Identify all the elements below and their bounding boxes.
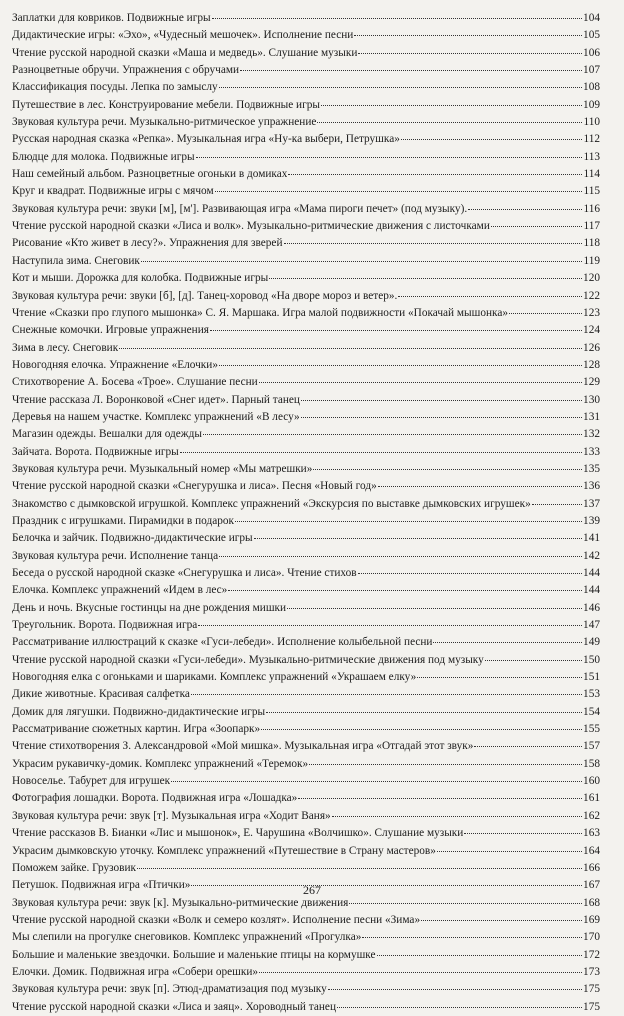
- toc-entry-page: 160: [583, 775, 600, 788]
- toc-entry-title: Звуковая культура речи: звук [к]. Музыкально-ритмические движения: [12, 896, 349, 909]
- toc-entry-title: Рассматривание сюжетных картин. Игра «Зоопарк»: [12, 723, 261, 736]
- toc-entry-title: Знакомство с дымковской игрушкой. Комплекс упражнений «Экскурсия по выставке дымковских игрушек»: [12, 497, 531, 510]
- dot-leader: [468, 208, 582, 210]
- dot-leader: [398, 295, 582, 297]
- dot-leader: [119, 347, 582, 349]
- toc-entry-page: 155: [583, 723, 600, 736]
- toc-entry-title: Рисование «Кто живет в лесу?». Упражнения для зверей: [12, 237, 283, 250]
- dot-leader: [219, 86, 582, 88]
- table-of-contents: [12, 10, 600, 1016]
- toc-entry: [12, 669, 600, 686]
- dot-leader: [235, 520, 582, 522]
- toc-entry-page: 153: [583, 688, 600, 701]
- toc-entry: [12, 340, 600, 357]
- dot-leader: [284, 242, 583, 244]
- toc-entry: [12, 114, 600, 131]
- toc-entry-page: 136: [583, 480, 600, 493]
- toc-entry-page: 124: [583, 324, 600, 337]
- toc-entry: [12, 999, 600, 1016]
- toc-entry: [12, 964, 600, 981]
- dot-leader: [219, 555, 582, 557]
- dot-leader: [266, 711, 582, 713]
- toc-entry: [12, 131, 600, 148]
- toc-entry-page: 114: [583, 168, 600, 181]
- toc-entry-title: Рассматривание иллюстраций к сказке «Гуси-лебеди». Исполнение колыбельной песни: [12, 636, 433, 649]
- toc-entry-title: День и ночь. Вкусные гостинцы на дне рождения мишки: [12, 601, 287, 614]
- toc-entry: [12, 843, 600, 860]
- toc-entry-page: 137: [583, 497, 600, 510]
- toc-entry: [12, 253, 600, 270]
- toc-entry: [12, 513, 600, 530]
- toc-entry-page: 118: [583, 237, 600, 250]
- toc-entry-title: Стихотворение А. Босева «Трое». Слушание песни: [12, 376, 258, 389]
- toc-entry: [12, 79, 600, 96]
- toc-entry-page: 109: [583, 98, 600, 111]
- toc-entry-page: 157: [583, 740, 600, 753]
- dot-leader: [377, 954, 583, 956]
- dot-leader: [328, 988, 582, 990]
- toc-entry: [12, 149, 600, 166]
- dot-leader: [259, 381, 582, 383]
- dot-leader: [180, 451, 582, 453]
- toc-entry: [12, 10, 600, 27]
- toc-entry-title: Чтение русской народной сказки «Лиса и заяц». Хороводный танец: [12, 1000, 336, 1013]
- toc-entry: [12, 218, 600, 235]
- toc-entry-page: 106: [583, 46, 600, 59]
- toc-entry-page: 133: [583, 445, 600, 458]
- toc-entry: [12, 548, 600, 565]
- toc-entry: [12, 686, 600, 703]
- toc-entry-title: Чтение русской народной сказки «Лиса и волк». Музыкально-ритмические движения с листочками: [12, 220, 490, 233]
- toc-entry-page: 146: [583, 601, 600, 614]
- toc-entry: [12, 617, 600, 634]
- dot-leader: [261, 728, 582, 730]
- toc-entry-title: Деревья на нашем участке. Комплекс упражнений «В лесу»: [12, 410, 300, 423]
- dot-leader: [321, 104, 582, 106]
- toc-entry-title: Беседа о русской народной сказке «Снегурушка и лиса». Чтение стихов: [12, 567, 357, 579]
- toc-entry-title: Дикие животные. Красивая салфетка: [12, 688, 190, 701]
- toc-entry-page: 142: [583, 549, 600, 562]
- toc-entry: [12, 201, 600, 218]
- dot-leader: [210, 329, 582, 331]
- dot-leader: [215, 190, 583, 192]
- dot-leader: [509, 312, 582, 314]
- dot-leader: [287, 607, 582, 609]
- toc-entry-title: Кот и мыши. Дорожка для колобка. Подвижные игры: [12, 272, 269, 285]
- toc-entry-page: 141: [583, 532, 600, 545]
- toc-entry-page: 164: [583, 844, 600, 857]
- toc-entry-title: Поможем зайке. Грузовик: [12, 861, 137, 874]
- dot-leader: [401, 138, 583, 140]
- toc-entry: [12, 392, 600, 409]
- toc-entry: [12, 981, 600, 998]
- toc-entry: [12, 790, 600, 807]
- toc-entry-title: Звуковая культура речи. Исполнение танца: [12, 549, 219, 562]
- toc-entry-title: Фотография лошадки. Ворота. Подвижная игра «Лошадка»: [12, 792, 298, 805]
- toc-entry: [12, 461, 600, 478]
- toc-entry: [12, 704, 600, 721]
- toc-entry-page: 161: [583, 792, 600, 805]
- toc-entry-page: 112: [583, 133, 600, 146]
- dot-leader: [309, 763, 582, 765]
- dot-leader: [212, 17, 582, 19]
- toc-entry-title: Звуковая культура речи. Музыкальный номер «Мы матрешки»: [12, 462, 313, 475]
- dot-leader: [532, 503, 582, 505]
- toc-entry-title: Магазин одежды. Вешалки для одежды: [12, 428, 202, 441]
- dot-leader: [301, 399, 582, 401]
- toc-entry-page: 122: [583, 289, 600, 302]
- toc-entry-title: Чтение «Сказки про глупого мышонка» С. Я. Маршака. Игра малой подвижности «Покачай мышонка»: [12, 306, 509, 319]
- toc-entry: [12, 45, 600, 62]
- toc-entry: [12, 235, 600, 252]
- toc-entry-title: Чтение русской народной сказки «Волк и семеро козлят». Исполнение песни «Зима»: [12, 913, 421, 926]
- toc-entry-title: Чтение рассказов В. Бианки «Лис и мышонок», Е. Чарушина «Волчишко». Слушание музыки: [12, 827, 464, 840]
- toc-entry: [12, 374, 600, 391]
- toc-entry-title: Классификация посуды. Лепка по замыслу: [12, 81, 218, 94]
- toc-entry-title: Домик для лягушки. Подвижно-дидактические игры: [12, 705, 266, 718]
- dot-leader: [298, 797, 582, 799]
- toc-entry-page: 169: [583, 913, 600, 926]
- toc-entry-title: Чтение стихотворения З. Александровой «Мой мишка». Музыкальная игра «Отгадай этот звук»: [12, 740, 474, 753]
- toc-entry-title: Наш семейный альбом. Разноцветные огоньки в домиках: [12, 168, 288, 181]
- toc-entry-title: Украсим рукавичку-домик. Комплекс упражнений «Теремок»: [12, 757, 309, 770]
- toc-entry-title: Елочки. Домик. Подвижная игра «Собери орешки»: [12, 965, 259, 978]
- toc-entry-title: Разноцветные обручи. Упражнения с обручами: [12, 64, 240, 77]
- toc-entry-title: Чтение русской народной сказки «Маша и медведь». Слушание музыки: [12, 46, 358, 59]
- toc-entry-title: Новогодняя елка с огоньками и шариками. Комплекс упражнений «Украшаем елку»: [12, 671, 417, 684]
- toc-entry-title: Круг и квадрат. Подвижные игры с мячом: [12, 185, 214, 198]
- toc-entry-page: 115: [583, 185, 600, 198]
- toc-entry-page: 123: [583, 306, 600, 319]
- toc-entry-title: Путешествие в лес. Конструирование мебели. Подвижные игры: [12, 98, 320, 111]
- dot-leader: [354, 34, 582, 36]
- toc-entry-page: 158: [583, 757, 600, 770]
- toc-entry-page: 110: [583, 116, 600, 129]
- dot-leader: [421, 919, 582, 921]
- toc-entry-title: Русская народная сказка «Репка». Музыкальная игра «Ну-ка выбери, Петрушка»: [12, 133, 400, 146]
- dot-leader: [137, 867, 582, 869]
- dot-leader: [269, 277, 582, 279]
- toc-entry-title: Петушок. Подвижная игра «Птички»: [12, 879, 191, 892]
- toc-entry-title: Новогодняя елочка. Упражнение «Елочки»: [12, 358, 218, 371]
- toc-entry-title: Елочка. Комплекс упражнений «Идем в лес»: [12, 584, 228, 597]
- dot-leader: [254, 537, 582, 539]
- toc-entry-page: 144: [583, 567, 600, 579]
- toc-entry: [12, 62, 600, 79]
- toc-entry-page: 116: [583, 202, 600, 215]
- toc-entry: [12, 825, 600, 842]
- toc-entry: [12, 652, 600, 669]
- toc-entry-title: Большие и маленькие звездочки. Большие и маленькие птицы на кормушке: [12, 948, 376, 961]
- toc-entry-page: 175: [583, 983, 600, 996]
- toc-entry-title: Белочка и зайчик. Подвижно-дидактические игры: [12, 532, 253, 545]
- toc-entry-title: Дидактические игры: «Эхо», «Чудесный мешочек». Исполнение песни: [12, 29, 354, 42]
- toc-entry: [12, 183, 600, 200]
- dot-leader: [196, 156, 583, 158]
- toc-entry-page: 120: [583, 272, 600, 285]
- toc-entry-title: Чтение русской народной сказки «Гуси-лебеди». Музыкально-ритмические движения под музыку: [12, 653, 484, 666]
- toc-entry-title: Звуковая культура речи: звуки [м], [м']. Развивающая игра «Мама пироги печет» (под музыку).: [12, 202, 468, 215]
- toc-entry-page: 131: [583, 410, 600, 423]
- toc-entry: [12, 773, 600, 790]
- dot-leader: [203, 433, 582, 435]
- toc-entry-title: Праздник с игрушками. Пирамидки в подарок: [12, 514, 235, 527]
- toc-entry-page: 130: [583, 393, 600, 406]
- dot-leader: [358, 52, 582, 54]
- toc-entry: [12, 357, 600, 374]
- toc-entry-title: Звуковая культура речи: звук [т]. Музыкальная игра «Ходит Ваня»: [12, 809, 331, 822]
- toc-entry-page: 132: [583, 428, 600, 441]
- toc-entry-page: 107: [583, 64, 600, 77]
- toc-entry-page: 126: [583, 341, 600, 354]
- dot-leader: [259, 971, 582, 973]
- dot-leader: [301, 416, 582, 418]
- toc-entry-page: 139: [583, 514, 600, 527]
- page-number: 267: [303, 883, 321, 897]
- toc-entry: [12, 322, 600, 339]
- toc-entry-page: 162: [583, 809, 600, 822]
- toc-entry: [12, 530, 600, 547]
- dot-leader: [313, 468, 582, 470]
- toc-entry: [12, 478, 600, 495]
- toc-entry-page: 151: [583, 671, 600, 684]
- dot-leader: [464, 832, 582, 834]
- toc-entry: [12, 600, 600, 617]
- toc-entry: [12, 756, 600, 773]
- dot-leader: [417, 676, 582, 678]
- toc-entry-page: 172: [583, 948, 600, 961]
- dot-leader: [288, 173, 582, 175]
- toc-entry-page: 170: [583, 931, 600, 944]
- toc-entry: [12, 27, 600, 44]
- dot-leader: [240, 69, 582, 71]
- toc-entry: [12, 97, 600, 114]
- toc-entry: [12, 409, 600, 426]
- toc-entry: [12, 288, 600, 305]
- toc-entry-page: 154: [583, 705, 600, 718]
- toc-entry-page: 150: [583, 653, 600, 666]
- dot-leader: [349, 902, 582, 904]
- toc-entry-page: 149: [583, 636, 600, 649]
- toc-entry-title: Звуковая культура речи: звуки [б], [д]. Танец-хоровод «На дворе мороз и ветер».: [12, 289, 398, 302]
- toc-entry-title: Мы слепили на прогулке снеговиков. Комплекс упражнений «Прогулка»: [12, 931, 362, 944]
- toc-entry: [12, 738, 600, 755]
- dot-leader: [198, 624, 582, 626]
- toc-entry: [12, 947, 600, 964]
- dot-leader: [228, 589, 582, 591]
- toc-entry-title: Чтение русской народной сказки «Снегурушка и лиса». Песня «Новый год»: [12, 480, 377, 493]
- toc-entry-page: 144: [583, 584, 600, 597]
- toc-entry-title: Звуковая культура речи: звук [п]. Этюд-драматизация под музыку: [12, 983, 327, 996]
- toc-entry: [12, 444, 600, 461]
- toc-entry: [12, 721, 600, 738]
- toc-entry-page: 129: [583, 376, 600, 389]
- toc-entry-page: 166: [583, 861, 600, 874]
- toc-entry: [12, 166, 600, 183]
- toc-entry: [12, 565, 600, 582]
- dot-leader: [485, 659, 582, 661]
- toc-entry: [12, 912, 600, 929]
- toc-entry: [12, 582, 600, 599]
- toc-entry-title: Заплатки для ковриков. Подвижные игры: [12, 12, 211, 24]
- toc-entry-page: 117: [583, 220, 600, 233]
- toc-entry-page: 167: [583, 879, 600, 892]
- toc-entry-title: Наступила зима. Снеговик: [12, 254, 140, 267]
- toc-entry: [12, 929, 600, 946]
- toc-entry: [12, 860, 600, 877]
- dot-leader: [474, 745, 582, 747]
- toc-entry-title: Блюдце для молока. Подвижные игры: [12, 150, 195, 163]
- dot-leader: [437, 850, 582, 852]
- dot-leader: [362, 936, 582, 938]
- toc-entry-page: 108: [583, 81, 600, 94]
- toc-entry-page: 173: [583, 965, 600, 978]
- dot-leader: [141, 260, 583, 262]
- toc-entry-title: Украсим дымковскую уточку. Комплекс упражнений «Путешествие в Страну мастеров»: [12, 844, 436, 857]
- toc-entry-page: 128: [583, 358, 600, 371]
- toc-entry-page: 163: [583, 827, 600, 840]
- toc-entry: [12, 270, 600, 287]
- toc-entry-page: 104: [583, 12, 600, 24]
- toc-entry-title: Треугольник. Ворота. Подвижная игра: [12, 619, 198, 632]
- toc-entry: [12, 426, 600, 443]
- toc-entry-title: Зайчата. Ворота. Подвижные игры: [12, 445, 179, 458]
- toc-entry: [12, 634, 600, 651]
- toc-entry-page: 105: [583, 29, 600, 42]
- toc-entry-title: Новоселье. Табурет для игрушек: [12, 775, 171, 788]
- dot-leader: [491, 225, 583, 227]
- dot-leader: [219, 364, 582, 366]
- dot-leader: [171, 780, 582, 782]
- toc-entry-page: 175: [583, 1000, 600, 1013]
- toc-entry-title: Звуковая культура речи. Музыкально-ритмическое упражнение: [12, 116, 317, 129]
- dot-leader: [337, 1006, 582, 1008]
- toc-entry: [12, 808, 600, 825]
- toc-entry-page: 168: [583, 896, 600, 909]
- toc-entry: [12, 496, 600, 513]
- dot-leader: [358, 572, 582, 574]
- toc-entry-title: Зима в лесу. Снеговик: [12, 341, 119, 354]
- dot-leader: [433, 641, 582, 643]
- dot-leader: [191, 693, 582, 695]
- toc-entry-page: 147: [583, 619, 600, 632]
- toc-entry: [12, 305, 600, 322]
- toc-entry-title: Чтение рассказа Л. Воронковой «Снег идет». Парный танец: [12, 393, 300, 406]
- dot-leader: [378, 485, 582, 487]
- dot-leader: [332, 815, 582, 817]
- toc-entry-page: 119: [583, 254, 600, 267]
- toc-entry-title: Снежные комочки. Игровые упражнения: [12, 324, 209, 337]
- toc-entry-page: 135: [583, 462, 600, 475]
- dot-leader: [317, 121, 582, 123]
- toc-entry-page: 113: [583, 150, 600, 163]
